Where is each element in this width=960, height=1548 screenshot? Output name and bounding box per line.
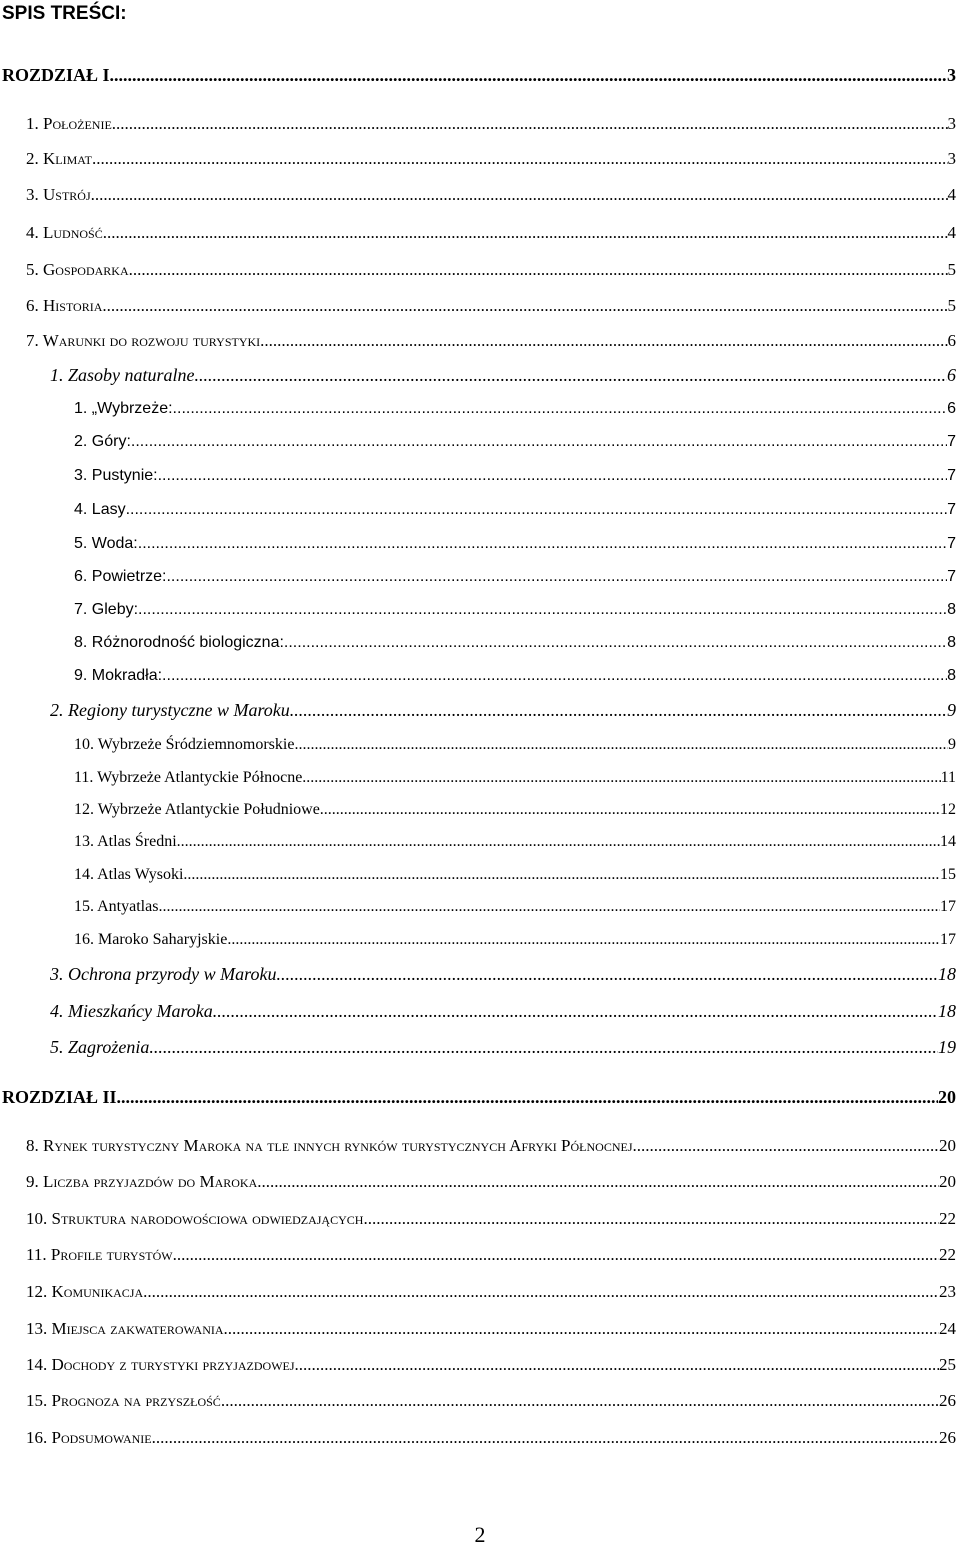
toc-entry-text: ROZDZIAŁ II [2,1087,117,1107]
toc-entry-page: 12 [940,801,956,818]
toc-entry-page: 7 [947,467,956,484]
toc-entry-text: 15. Antyatlas [74,898,159,915]
toc-entry-text: 5. Woda: [74,535,138,552]
toc-entry-page: 20 [939,1136,956,1155]
toc-entry-text: 11. Wybrzeże Atlantyckie Północne [74,769,303,786]
toc-entry-page: 7 [947,568,956,585]
toc-entry-page: 7 [947,433,956,450]
toc-entry-page: 7 [947,501,956,518]
toc-entry-maroko-saharyjskie[interactable] [74,928,956,952]
toc-entry-text: 16. Maroko Saharyjskie [74,931,228,948]
toc-entry-page: 9 [948,736,956,753]
toc-entry-page: 4 [947,185,956,204]
toc-entry-page: 17 [940,931,956,948]
toc-entry-ustroj[interactable] [26,183,956,207]
toc-entry-text: 3. Ochrona przyrody w Maroku [50,964,277,984]
toc-entry-gospodarka[interactable] [26,258,956,282]
toc-entry-prognoza[interactable] [26,1389,956,1413]
toc-entry-zagrozenia[interactable] [50,1035,956,1059]
toc-entry-text: 12. Wybrzeże Atlantyckie Południowe [74,801,320,818]
toc-entry-page: 8 [947,601,956,618]
toc-entry-lasy[interactable] [74,498,956,522]
page-number: 2 [474,1522,486,1547]
toc-entry-antyatlas[interactable] [74,895,956,919]
toc-entry-text: 6. Historia [26,296,103,315]
toc-entry-page: 22 [939,1209,956,1228]
toc-entry-text: 9. Mokradła: [74,667,163,684]
toc-entry-page: 18 [938,964,956,984]
toc-entry-text: 3. Ustrój [26,185,91,204]
toc-entry-struktura[interactable] [26,1207,956,1231]
toc-entry-text: 2. Regiony turystyczne w Maroku [50,700,290,720]
toc-entry-roznorodnosc[interactable] [74,631,956,655]
toc-entry-page: 19 [938,1037,956,1057]
toc-entry-page: 4 [947,223,956,242]
toc-entry-page: 26 [939,1391,956,1410]
toc-entry-page: 9 [947,700,956,720]
toc-entry-page: 6 [947,365,956,385]
toc-entry-text: 9. Liczba przyjazdów do Maroka [26,1172,258,1191]
toc-entry-text: 10. Struktura narodowościowa odwiedzających [26,1209,364,1228]
toc-entry-text: 1. „Wybrzeże: [74,400,173,417]
toc-entry-text: 4. Ludność [26,223,103,242]
toc-entry-page: 6 [947,400,956,417]
toc-entry-text: 11. Profile turystów [26,1245,173,1264]
toc-entry-text: 8. Rynek turystyczny Maroka na tle innych rynków turystycznych Afryki Północnej [26,1136,633,1155]
toc-entry-powietrze[interactable] [74,565,956,589]
toc-entry-page: 23 [939,1282,956,1301]
toc-entry-page: 15 [940,866,956,883]
toc-entry-wybrzeze-srodziemnomorskie[interactable] [74,733,956,757]
toc-entry-regiony[interactable] [50,698,956,722]
toc-entry-page: 8 [947,667,956,684]
toc-entry-page: 6 [947,331,956,350]
toc-entry-page: 7 [947,535,956,552]
toc-entry-wybrzeze[interactable] [74,397,956,421]
toc-entry-text: 1. Położenie [26,114,112,133]
toc-entry-komunikacja[interactable] [26,1280,956,1304]
toc-entry-page: 11 [940,769,956,786]
toc-entry-chapter-2[interactable] [2,1085,956,1109]
toc-entry-rynek-turystyczny[interactable] [26,1134,956,1158]
toc-entry-text: 7. Gleby: [74,601,139,618]
toc-entry-text: 2. Klimat [26,149,92,168]
toc-entry-text: 15. Prognoza na przyszłość [26,1391,221,1410]
toc-entry-text: 14. Atlas Wysoki [74,866,184,883]
toc-entry-gory[interactable] [74,430,956,454]
toc-entry-page: 24 [939,1319,956,1338]
toc-entry-atlas-wysoki[interactable] [74,863,956,887]
toc-entry-page: 5 [947,296,956,315]
toc-entry-page: 18 [938,1001,956,1021]
toc-entry-page: 22 [939,1245,956,1264]
toc-entry-text: 14. Dochody z turystyki przyjazdowej [26,1355,295,1374]
toc-entry-profile-turystow[interactable] [26,1243,956,1267]
toc-entry-mieszkancy[interactable] [50,999,956,1023]
toc-entry-page: 5 [947,260,956,279]
toc-entry-dochody[interactable] [26,1353,956,1377]
toc-entry-woda[interactable] [74,532,956,556]
toc-entry-liczba-przyjazdow[interactable] [26,1170,956,1194]
toc-entry-polozenie[interactable] [26,112,956,136]
toc-entry-atlas-sredni[interactable] [74,830,956,854]
toc-entry-page: 25 [939,1355,956,1374]
toc-entry-chapter-1[interactable] [2,63,956,87]
toc-entry-page: 3 [947,114,956,133]
toc-entry-mokradla[interactable] [74,664,956,688]
toc-entry-text: 6. Powietrze: [74,568,167,585]
toc-entry-text: 7. Warunki do rozwoju turystyki [26,331,261,350]
toc-entry-text: 4. Lasy [74,501,126,518]
toc-entry-text: 2. Góry: [74,433,131,450]
toc-entry-ludnosc[interactable] [26,221,956,245]
toc-entry-page: 14 [940,833,956,850]
toc-entry-text: ROZDZIAŁ I [2,65,110,85]
toc-entry-page: 8 [947,634,956,651]
toc-entry-page: 20 [939,1172,956,1191]
toc-entry-page: 3 [947,149,956,168]
toc-entry-miejsca-zakwaterowania[interactable] [26,1317,956,1341]
toc-title: SPIS TREŚCI: [2,3,127,24]
toc-entry-text: 1. Zasoby naturalne [50,365,195,385]
toc-entry-text: 16. Podsumowanie [26,1428,152,1447]
toc-entry-warunki[interactable] [26,329,956,353]
toc-entry-ochrona-przyrody[interactable] [50,962,956,986]
toc-entry-text: 12. Komunikacja [26,1282,144,1301]
toc-entry-text: 5. Gospodarka [26,260,129,279]
toc-entry-text: 3. Pustynie: [74,467,158,484]
toc-entry-pustynie[interactable] [74,464,956,488]
toc-entry-text: 10. Wybrzeże Śródziemnomorskie [74,736,295,753]
toc-entry-zasoby-naturalne[interactable] [50,363,956,387]
toc-entry-text: 13. Atlas Średni [74,833,177,850]
toc-entry-text: 8. Różnorodność biologiczna: [74,634,284,651]
toc-entry-text: 13. Miejsca zakwaterowania [26,1319,224,1338]
toc-entry-gleby[interactable] [74,598,956,622]
toc-entry-text: 4. Mieszkańcy Maroka [50,1001,213,1021]
toc-entry-page: 3 [947,65,956,85]
toc-entry-page: 26 [939,1428,956,1447]
toc-entry-wybrzeze-atl-polnocne[interactable] [74,766,956,790]
toc-entry-page: 17 [940,898,956,915]
toc-entry-podsumowanie[interactable] [26,1426,956,1450]
toc-entry-klimat[interactable] [26,147,956,171]
toc-entry-historia[interactable] [26,294,956,318]
toc-entry-text: 5. Zagrożenia [50,1037,150,1057]
toc-entry-wybrzeze-atl-poludniowe[interactable] [74,798,956,822]
toc-entry-page: 20 [938,1087,956,1107]
